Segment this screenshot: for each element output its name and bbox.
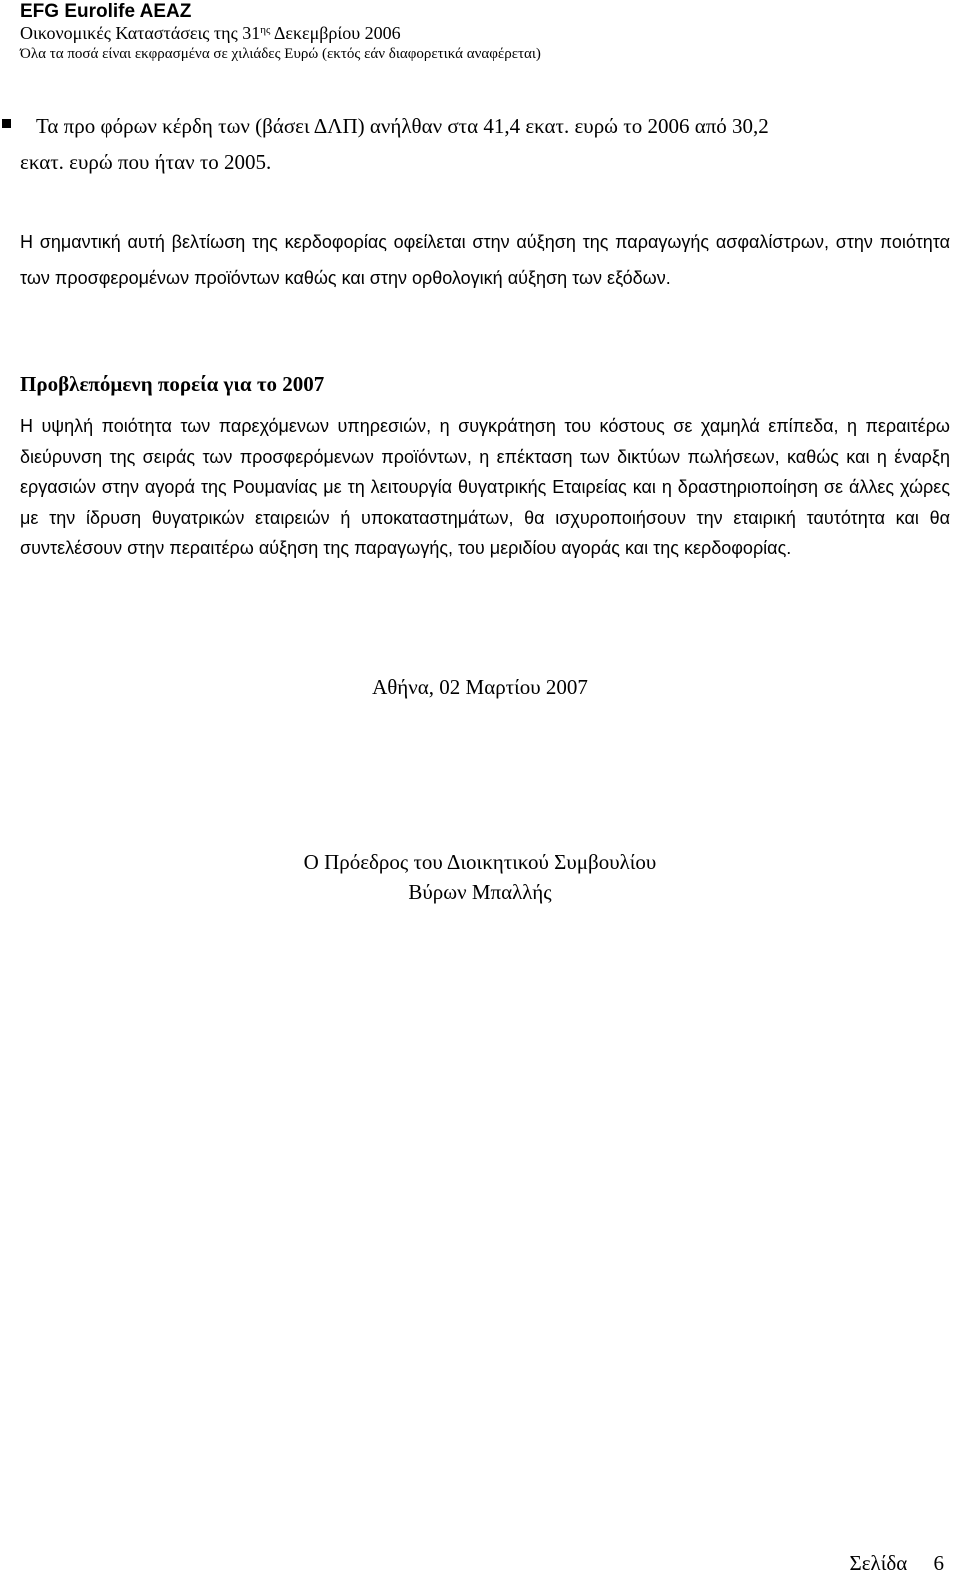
currency-note: Όλα τα ποσά είναι εκφρασμένα σε χιλιάδες Ευρώ (εκτός εάν διαφορετικά αναφέρεται) — [20, 46, 541, 62]
outlook-paragraph: Η υψηλή ποιότητα των παρεχόμενων υπηρεσιών, η συγκράτηση του κόστους σε χαμηλά επίπεδα, η περαιτέρω διεύρυνση της σειράς των προσφερόμενων προϊόντων, η επέκταση των δικτύων πωλήσεων, καθώς και η έναρξη εργασιών στην αγορά της Ρουμανίας με τη λειτουργία θυγατρικής Εταιρείας και η δραστηριοποίηση σε άλλες χώρες με την ίδρυση θυγατρικών εταιρειών ή υποκαταστημάτων, θα ισχυροποιήσουν την εταιρική ταυτότητα και θα συντελέσουν στην περαιτέρω αύξηση της παραγωγής, του μεριδίου αγοράς και της κερδοφορίας. — [20, 416, 950, 558]
page-number: 6 — [933, 1551, 944, 1575]
page-label: Σελίδα — [849, 1551, 908, 1575]
signatory-name: Βύρων Μπαλλής — [408, 880, 552, 904]
page-number-footer — [849, 1548, 944, 1578]
profit-bullet — [20, 108, 950, 180]
signatory-role: Ο Πρόεδρος του Διοικητικού Συμβουλίου — [303, 850, 657, 874]
title-prefix: Οικονομικές Καταστάσεις της 31 — [20, 23, 261, 43]
title-suffix: Δεκεμβρίου 2006 — [270, 23, 401, 43]
outlook-heading: Προβλεπόμενη πορεία για το 2007 — [20, 372, 325, 396]
square-bullet-icon — [2, 119, 11, 128]
bullet-line-2: εκατ. ευρώ που ήταν το 2005. — [20, 150, 272, 174]
title-ordinal-superscript: ης — [260, 24, 271, 36]
signature-block — [0, 847, 960, 907]
document-header — [20, 0, 950, 64]
company-name: EFG Eurolife AEAZ — [20, 1, 192, 22]
document-title — [20, 23, 950, 44]
improvement-paragraph: Η σημαντική αυτή βελτίωση της κερδοφορίας οφείλεται στην αύξηση της παραγωγής ασφαλίστρων, στην ποιότητα των προσφερομένων προϊόντων καθώς και στην ορθολογική αύξηση των εξόδων. — [20, 232, 950, 288]
bullet-line-1: Τα προ φόρων κέρδη των (βάσει ΔΛΠ) ανήλθαν στα 41,4 εκατ. ευρώ το 2006 από 30,2 — [36, 114, 769, 138]
place-and-date: Αθήνα, 02 Μαρτίου 2007 — [372, 675, 588, 699]
